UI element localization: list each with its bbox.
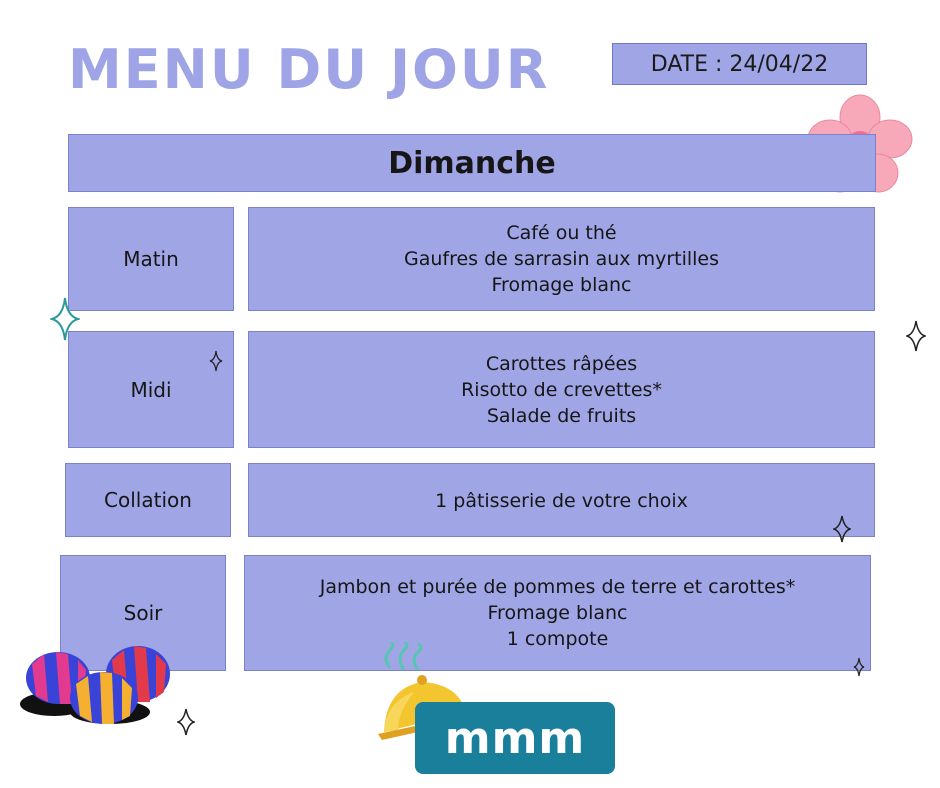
logo: mmm — [415, 702, 615, 774]
meal-content-collation — [248, 463, 875, 537]
meal-content-soir — [244, 555, 871, 671]
day-header: Dimanche — [68, 134, 876, 192]
sparkle-icon — [853, 657, 865, 677]
meal-item: 1 compote — [506, 628, 609, 650]
sparkle-icon — [209, 350, 223, 372]
sparkle-icon — [50, 296, 80, 342]
sparkle-icon — [906, 320, 926, 352]
meal-item: Café ou thé — [506, 222, 617, 244]
meal-label-midi: Midi — [68, 331, 234, 448]
meal-label-soir: Soir — [60, 555, 226, 671]
meal-item: Salade de fruits — [486, 404, 637, 427]
macarons-icon — [14, 640, 174, 730]
meal-item: Jambon et purée de pommes de terre et carottes* — [319, 576, 796, 598]
sparkle-icon — [177, 708, 195, 736]
meal-label-matin: Matin — [68, 207, 234, 311]
meal-item: Risotto de crevettes* — [461, 378, 662, 401]
meal-item: Gaufres de sarrasin aux myrtilles — [403, 248, 720, 270]
meal-item: 1 pâtisserie de votre choix — [435, 490, 688, 512]
meal-item: Carottes râpées — [485, 352, 638, 375]
meal-item: Fromage blanc — [491, 274, 632, 296]
sparkle-icon — [833, 515, 851, 543]
meal-content-midi — [248, 331, 875, 448]
menu-title: MENU DU JOUR — [68, 38, 550, 101]
meal-item: Fromage blanc — [487, 602, 628, 624]
meal-content-matin — [248, 207, 875, 311]
meal-label-collation: Collation — [65, 463, 231, 537]
date-badge: DATE : 24/04/22 — [612, 43, 867, 85]
